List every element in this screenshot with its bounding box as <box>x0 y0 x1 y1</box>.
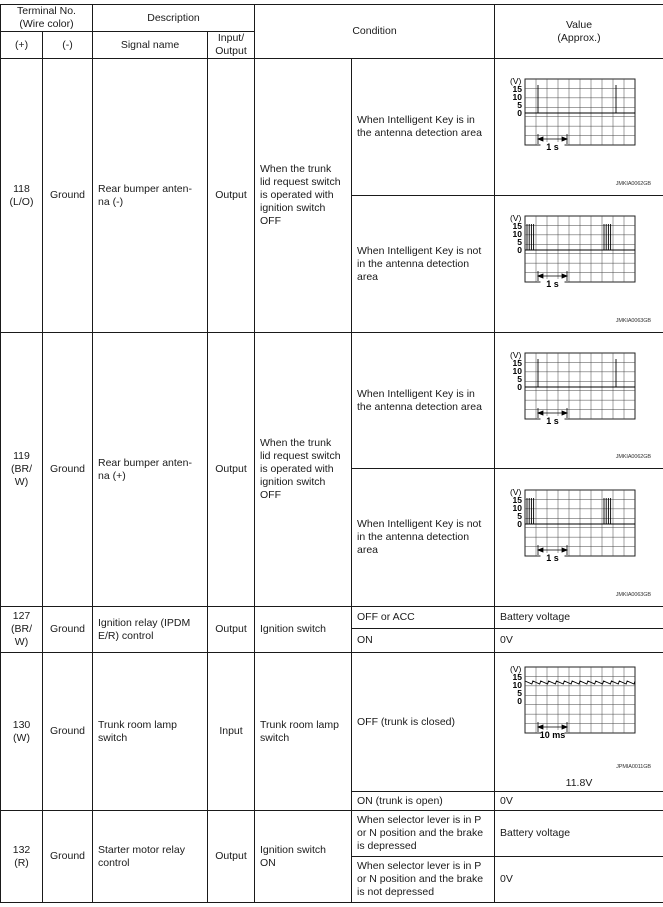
scope-tick-label: 5 <box>517 687 522 698</box>
io-cell: Output <box>208 333 255 607</box>
sub-condition-cell: OFF (trunk is closed) <box>352 653 495 792</box>
scope-tick-label: 5 <box>517 511 522 521</box>
header-row-1 <box>1 5 663 32</box>
ground-cell: Ground <box>43 653 93 811</box>
signal-name-header: Signal name <box>93 32 208 59</box>
scope-tick-label: 15 <box>512 358 522 368</box>
value-cell: 0V <box>495 857 663 903</box>
scope-tick-label: 15 <box>512 221 522 231</box>
waveform-id: JMKIA0062GB <box>615 454 651 460</box>
condition-cell: When the trunk lid request switch is operated with ignition switch OFF <box>255 59 352 333</box>
ground-cell: Ground <box>43 59 93 333</box>
oscilloscope-waveform <box>495 655 663 777</box>
time-scale-label: 1 s <box>546 142 559 152</box>
waveform-cell <box>495 59 663 196</box>
scope-tick-label: 10 <box>512 679 522 690</box>
scope-unit-label: (V) <box>510 350 522 360</box>
terminal-cell: 127 (BR/ W) <box>1 607 43 653</box>
scope-tick-label: 10 <box>512 92 522 102</box>
waveform-id: JMKIA0063GB <box>615 318 651 324</box>
value-cell: Battery voltage <box>495 811 663 857</box>
scope-tick-label: 5 <box>517 374 522 384</box>
marker-arrow <box>538 274 543 278</box>
terminal-cell: 130 (W) <box>1 653 43 811</box>
marker-arrow <box>562 725 567 729</box>
io-cell: Output <box>208 607 255 653</box>
time-scale-label: 1 s <box>546 416 559 426</box>
value-text: 11.8V <box>565 776 593 789</box>
oscilloscope-waveform <box>495 196 663 332</box>
marker-arrow <box>538 548 543 552</box>
io-cell: Output <box>208 811 255 903</box>
sub-condition-cell: OFF or ACC <box>352 607 495 629</box>
scope-tick-label: 10 <box>512 503 522 513</box>
value-header: Value (Approx.) <box>495 5 663 59</box>
waveform-cell <box>495 653 663 792</box>
value-cell: 0V <box>495 629 663 653</box>
io-cell: Output <box>208 59 255 333</box>
value-cell: 0V <box>495 792 663 811</box>
marker-arrow <box>562 274 567 278</box>
sub-condition-cell: When Intelligent Key is in the antenna detection area <box>352 333 495 469</box>
sub-condition-cell: When Intelligent Key is in the antenna detection area <box>352 59 495 196</box>
marker-arrow <box>538 411 543 415</box>
scope-tick-label: 10 <box>512 366 522 376</box>
scope-grid <box>525 667 635 733</box>
waveform-id: JPMIA0011GB <box>616 764 651 770</box>
sub-condition-cell: When Intelligent Key is not in the antenna detection area <box>352 469 495 607</box>
scope-tick-label: 15 <box>512 671 522 682</box>
marker-arrow <box>562 548 567 552</box>
sub-condition-cell: When selector lever is in P or N position and the brake is depressed <box>352 811 495 857</box>
oscilloscope-waveform <box>495 333 663 468</box>
sub-condition-cell: ON <box>352 629 495 653</box>
waveform-id: JMKIA0062GB <box>615 181 651 187</box>
table-row <box>1 333 663 469</box>
waveform-cell <box>495 469 663 607</box>
scope-tick-label: 0 <box>517 695 522 706</box>
scope-grid <box>525 353 635 419</box>
signal-name-cell: Starter motor relay control <box>93 811 208 903</box>
scope-tick-label: 5 <box>517 100 522 110</box>
sub-condition-cell: When Intelligent Key is not in the antenna detection area <box>352 196 495 333</box>
scope-unit-label: (V) <box>510 487 522 497</box>
waveform-cell <box>495 333 663 469</box>
table-row <box>1 653 663 792</box>
marker-arrow <box>538 137 543 141</box>
scope-tick-label: 0 <box>517 519 522 529</box>
scope-tick-label: 15 <box>512 84 522 94</box>
ground-cell: Ground <box>43 333 93 607</box>
scope-tick-label: 0 <box>517 108 522 118</box>
description-header: Description <box>93 5 255 32</box>
scope-unit-label: (V) <box>510 663 522 674</box>
terminal-cell: 118 (L/O) <box>1 59 43 333</box>
time-scale-label: 10 ms <box>539 729 566 740</box>
io-cell: Input <box>208 653 255 811</box>
scope-tick-label: 0 <box>517 245 522 255</box>
sub-condition-cell: When selector lever is in P or N position and the brake is not depressed <box>352 857 495 903</box>
terminal-no-header: Terminal No. (Wire color) <box>1 5 93 32</box>
condition-cell: Ignition switch ON <box>255 811 352 903</box>
scope-unit-label: (V) <box>510 76 522 86</box>
time-scale-label: 1 s <box>546 553 559 563</box>
plus-header: (+) <box>1 32 43 59</box>
waveform-cell <box>495 196 663 333</box>
value-cell: Battery voltage <box>495 607 663 629</box>
scope-grid <box>525 216 635 282</box>
ground-cell: Ground <box>43 811 93 903</box>
input-output-header: Input/ Output <box>208 32 255 59</box>
table-row <box>1 811 663 857</box>
scope-grid <box>525 79 635 145</box>
signal-name-cell: Ignition relay (IPDM E/R) control <box>93 607 208 653</box>
terminal-table <box>0 4 663 903</box>
signal-name-cell: Rear bumper anten- na (+) <box>93 333 208 607</box>
minus-header: (-) <box>43 32 93 59</box>
scope-tick-label: 15 <box>512 495 522 505</box>
scope-tick-label: 5 <box>517 237 522 247</box>
terminal-cell: 119 (BR/ W) <box>1 333 43 607</box>
marker-arrow <box>562 137 567 141</box>
signal-name-cell: Rear bumper anten- na (-) <box>93 59 208 333</box>
table-row <box>1 59 663 196</box>
condition-cell: When the trunk lid request switch is operated with ignition switch OFF <box>255 333 352 607</box>
marker-arrow <box>538 725 543 729</box>
terminal-cell: 132 (R) <box>1 811 43 903</box>
oscilloscope-waveform <box>495 59 663 195</box>
oscilloscope-waveform <box>495 469 663 606</box>
marker-arrow <box>562 411 567 415</box>
signal-name-cell: Trunk room lamp switch <box>93 653 208 811</box>
ground-cell: Ground <box>43 607 93 653</box>
condition-header: Condition <box>255 5 495 59</box>
scope-tick-label: 0 <box>517 382 522 392</box>
condition-cell: Ignition switch <box>255 607 352 653</box>
waveform-id: JMKIA0063GB <box>615 592 651 598</box>
scope-unit-label: (V) <box>510 213 522 223</box>
condition-cell: Trunk room lamp switch <box>255 653 352 811</box>
table-row <box>1 607 663 629</box>
scope-grid <box>525 490 635 556</box>
scope-tick-label: 10 <box>512 229 522 239</box>
sub-condition-cell: ON (trunk is open) <box>352 792 495 811</box>
time-scale-label: 1 s <box>546 279 559 289</box>
